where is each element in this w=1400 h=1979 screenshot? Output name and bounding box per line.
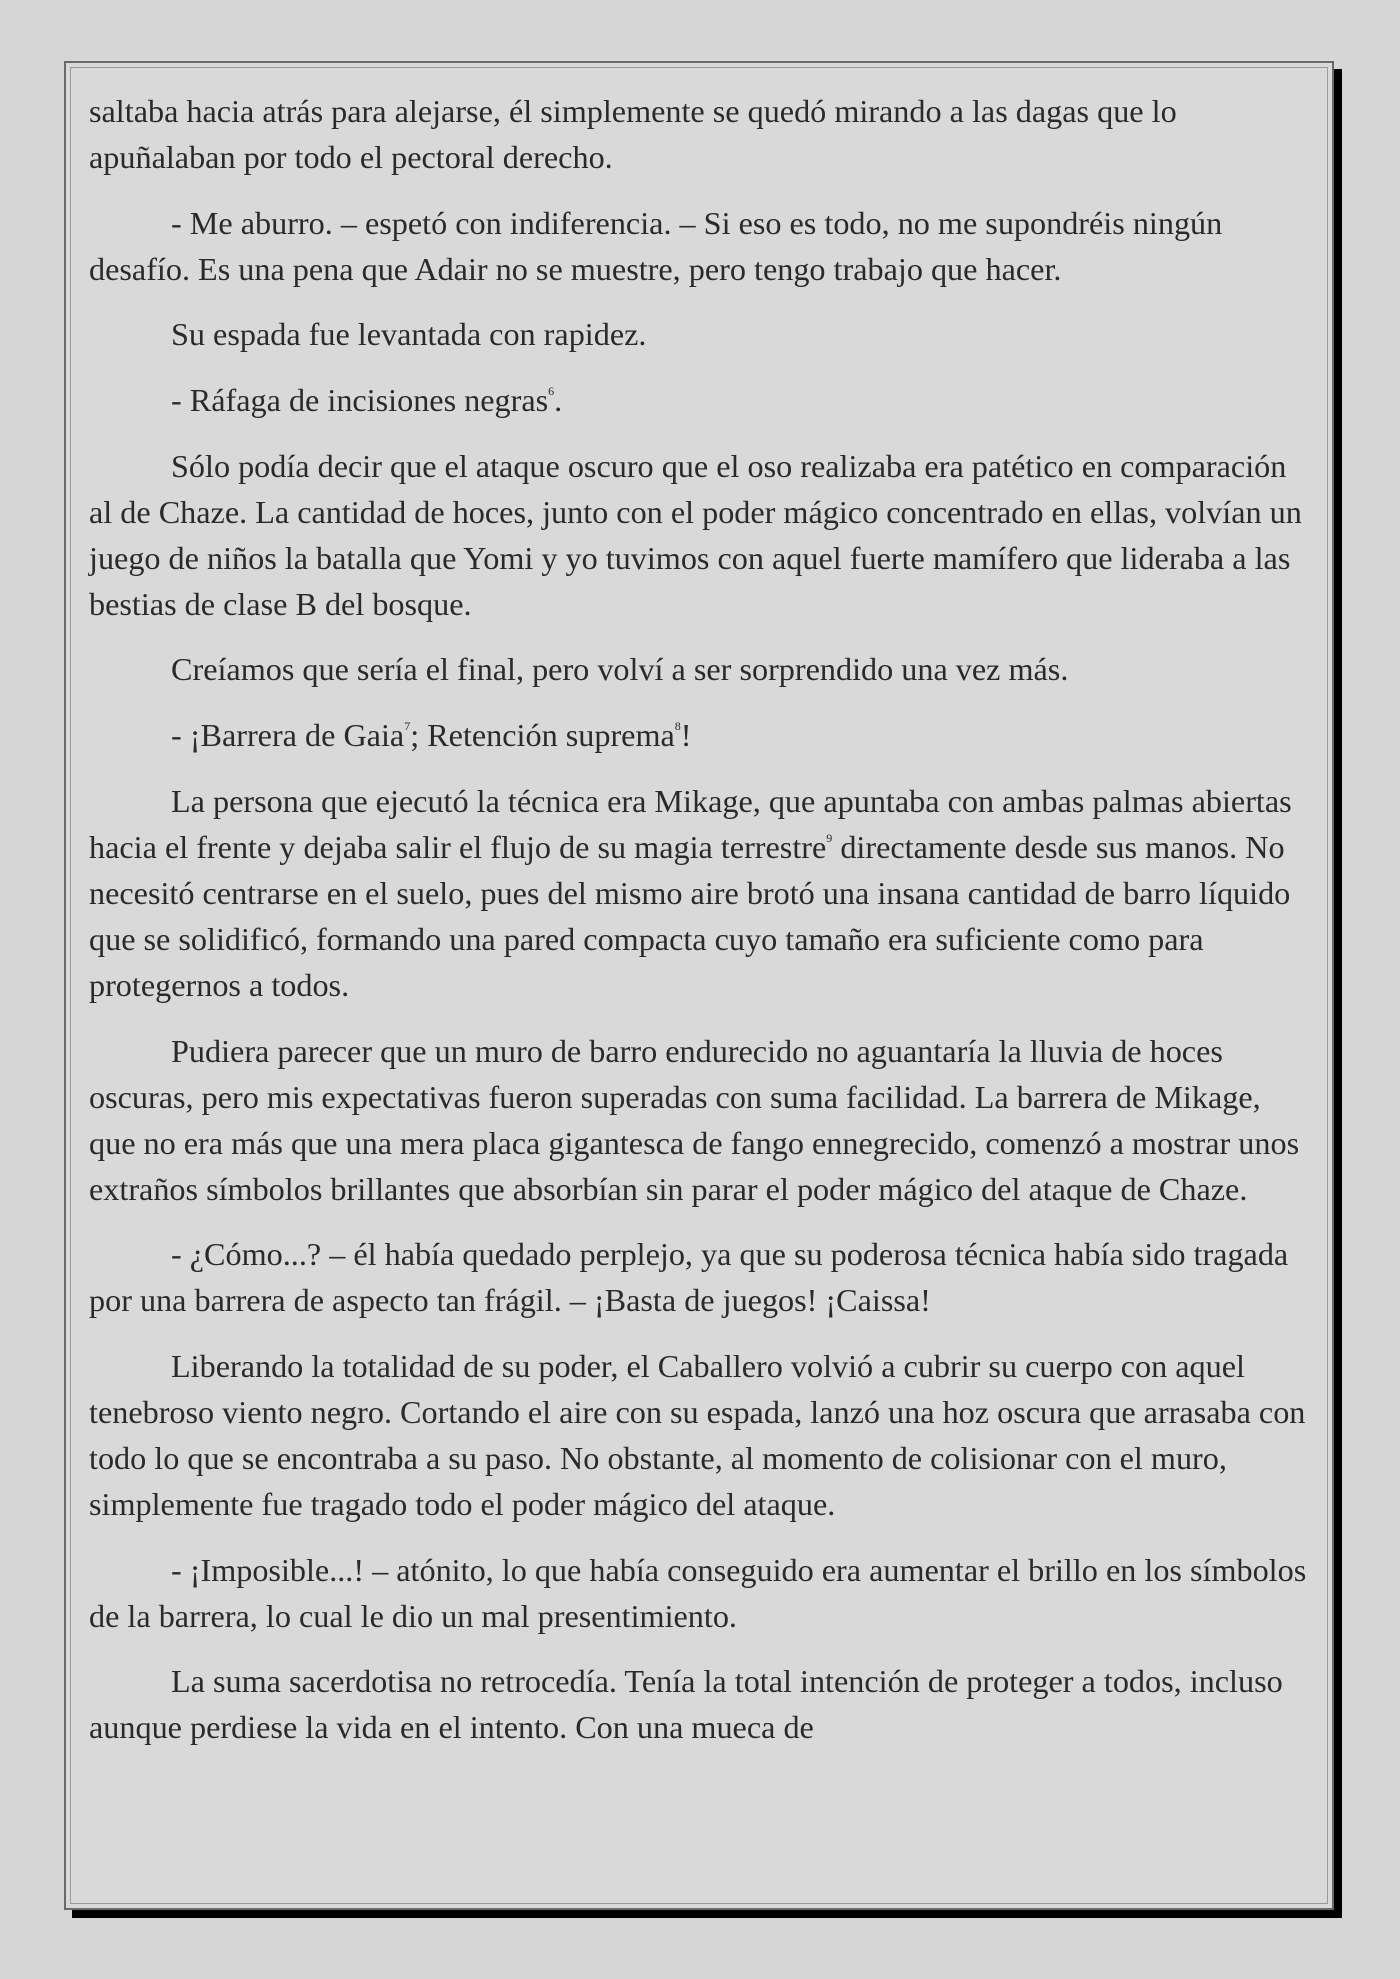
paragraph-text: La suma sacerdotisa no retrocedía. Tenía la total intención de proteger a todos, incluso aunque perdiese la vida en el intento. Con una mueca de xyxy=(89,1663,1283,1746)
paragraph-text: Pudiera parecer que un muro de barro endurecido no aguantaría la lluvia de hoces oscuras, pero mis expectativas fueron superadas con suma facilidad. La barrera de Mikage, que no era más que una mera placa gigantesca de fango ennegrecido, comenzó a mostrar unos extraños símbolos brillantes que absorbían sin parar el poder mágico del ataque de Chaze. xyxy=(89,1032,1300,1207)
paragraph xyxy=(89,1343,1315,1527)
paragraph-text: - ¿Cómo...? – él había quedado perplejo, ya que su poderosa técnica había sido tragada por una barrera de aspecto tan frágil. – ¡Basta de juegos! ¡Caissa! xyxy=(89,1236,1289,1319)
paragraph xyxy=(89,1028,1315,1212)
document-page xyxy=(64,61,1334,1910)
page-inner-border xyxy=(70,67,1328,1904)
paragraph-text: Su espada fue levantada con rapidez. xyxy=(171,316,647,353)
paragraph xyxy=(89,646,1315,692)
paragraph xyxy=(89,88,1315,180)
paragraph xyxy=(89,778,1315,1008)
paragraph-text: directamente desde sus manos. No necesitó centrarse en el suelo, pues del mismo aire brotó una insana cantidad de barro líquido que se solidificó, formando una pared compacta cuyo tamaño era suficiente como para protegernos a todos. xyxy=(89,828,1291,1003)
paragraph-text: - ¡Barrera de Gaia xyxy=(171,717,405,754)
footnote-marker: 8 xyxy=(674,719,681,734)
paragraph-text: Liberando la totalidad de su poder, el Caballero volvió a cubrir su cuerpo con aquel tenebroso viento negro. Cortando el aire con su espada, lanzó una hoz oscura que arrasaba con todo lo que se encontraba a su paso. No obstante, al momento de colisionar con el muro, simplemente fue tragado todo el poder mágico del ataque. xyxy=(89,1347,1306,1522)
paragraph-text: - ¡Imposible...! – atónito, lo que había conseguido era aumentar el brillo en los símbolos de la barrera, lo cual le dio un mal presentimiento. xyxy=(89,1551,1307,1634)
paragraph xyxy=(89,1658,1315,1750)
footnote-marker: 7 xyxy=(404,719,411,734)
paragraph xyxy=(89,443,1315,627)
paragraph-text: - Ráfaga de incisiones negras xyxy=(171,382,549,419)
paragraph-text: La persona que ejecutó la técnica era Mikage, que apuntaba con ambas palmas abiertas hacia el frente y dejaba salir el flujo de su magia terrestre xyxy=(89,782,1292,865)
document-body xyxy=(89,88,1315,1750)
paragraph-text: ! xyxy=(680,717,692,754)
paragraph-text: Creíamos que sería el final, pero volví a ser sorprendido una vez más. xyxy=(171,651,1069,688)
paragraph xyxy=(89,712,1315,758)
paragraph-text: Sólo podía decir que el ataque oscuro que el oso realizaba era patético en comparación al de Chaze. La cantidad de hoces, junto con el poder mágico concentrado en ellas, volvían un juego de niños la batalla que Yomi y yo tuvimos con aquel fuerte mamífero que lideraba a las bestias de clase B del bosque. xyxy=(89,447,1302,622)
paragraph-text: . xyxy=(554,382,563,419)
paragraph-text: - Me aburro. – espetó con indiferencia. – Si eso es todo, no me supondréis ningún desafío. Es una pena que Adair no se muestre, pero tengo trabajo que hacer. xyxy=(89,204,1223,287)
paragraph xyxy=(89,377,1315,423)
paragraph xyxy=(89,311,1315,357)
paragraph xyxy=(89,1547,1315,1639)
paragraph-text: saltaba hacia atrás para alejarse, él simplemente se quedó mirando a las dagas que lo apuñalaban por todo el pectoral derecho. xyxy=(89,93,1177,175)
paragraph xyxy=(89,1231,1315,1323)
footnote-marker: 6 xyxy=(548,384,555,399)
footnote-marker: 9 xyxy=(826,830,833,845)
paragraph xyxy=(89,200,1315,292)
paragraph-text: ; Retención suprema xyxy=(410,717,675,754)
